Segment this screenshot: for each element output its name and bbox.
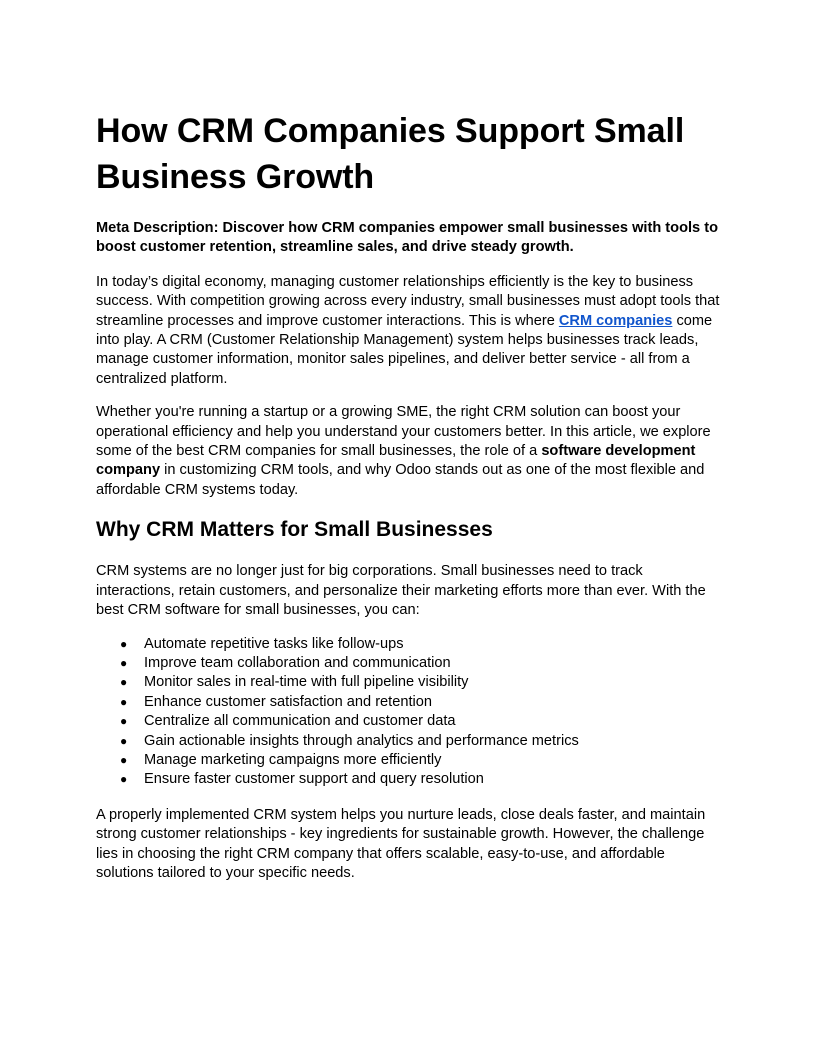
list-item-text: Monitor sales in real-time with full pipeline visibility <box>144 674 469 691</box>
list-item <box>96 654 720 673</box>
bullet-icon: ● <box>120 694 128 709</box>
section-heading: Why CRM Matters for Small Businesses <box>96 518 493 542</box>
bullet-icon: ● <box>120 675 128 690</box>
document-page <box>96 108 720 897</box>
list-item-text: Enhance customer satisfaction and retention <box>144 693 432 710</box>
list-item-text: Automate repetitive tasks like follow-ups <box>144 635 404 652</box>
list-item <box>96 673 720 692</box>
document-title: How CRM Companies Support Small Business Growth <box>96 112 685 196</box>
benefits-list <box>96 635 720 790</box>
second-text-before-bold: Whether you're running a startup or a growing SME, the right CRM solution can boost your operational efficiency and help you understand your customers better. In this article, we explore some of the best CRM companies for small businesses, the role of a <box>96 404 711 460</box>
bullet-icon: ● <box>120 772 128 787</box>
list-item <box>96 732 720 751</box>
list-item-text: Ensure faster customer support and query resolution <box>144 771 484 788</box>
list-item-text: Improve team collaboration and communication <box>144 654 451 671</box>
second-text-after-bold: in customizing CRM tools, and why Odoo stands out as one of the most flexible and affordable CRM systems today. <box>96 462 705 498</box>
meta-description: Meta Description: Discover how CRM companies empower small businesses with tools to boost customer retention, streamline sales, and drive steady growth. <box>96 220 718 256</box>
bullet-icon: ● <box>120 714 128 729</box>
list-item-text: Centralize all communication and customer data <box>144 713 456 730</box>
bullet-icon: ● <box>120 655 128 670</box>
software-development-company-bold: software development company <box>96 443 696 479</box>
bullet-icon: ● <box>120 733 128 748</box>
bullet-icon: ● <box>120 752 128 767</box>
intro-text-after-link: come into play. A CRM (Customer Relationship Management) system helps businesses track leads, manage customer information, monitor sales pipelines, and deliver better service - all from a centralized platform. <box>96 312 713 387</box>
section-intro-paragraph: CRM systems are no longer just for big corporations. Small businesses need to track interactions, retain customers, and personalize their marketing efforts more than ever. With the best CRM software for small businesses, you can: <box>96 563 706 619</box>
list-item <box>96 712 720 731</box>
list-item <box>96 693 720 712</box>
list-item <box>96 751 720 770</box>
intro-paragraph <box>96 273 720 389</box>
list-item <box>96 770 720 789</box>
list-item <box>96 635 720 654</box>
closing-paragraph: A properly implemented CRM system helps you nurture leads, close deals faster, and maintain strong customer relationships - key ingredients for sustainable growth. However, the challenge lies in choosing the right CRM company that offers scalable, easy-to-use, and affordable solutions tailored to your specific needs. <box>96 806 706 881</box>
intro-text-before-link: In today’s digital economy, managing customer relationships efficiently is the key to business success. With competition growing across every industry, small businesses must adopt tools that streamline processes and improve customer interactions. This is where <box>96 273 720 329</box>
crm-companies-link[interactable]: CRM companies <box>558 312 673 329</box>
second-paragraph <box>96 403 720 500</box>
list-item-text: Manage marketing campaigns more efficiently <box>144 751 442 768</box>
list-item-text: Gain actionable insights through analytics and performance metrics <box>144 732 579 749</box>
bullet-icon: ● <box>120 636 128 651</box>
